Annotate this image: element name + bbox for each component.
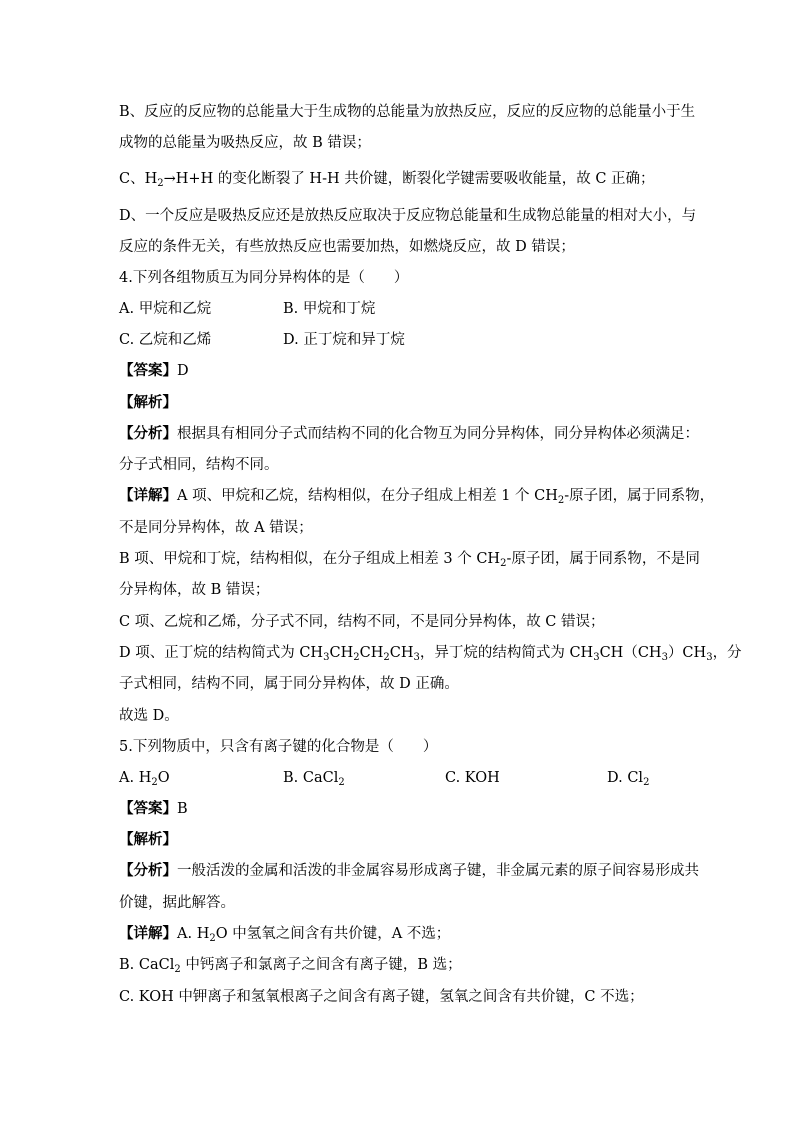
q5-detail-b-line: B. CaCl$_2$ 中钙离子和氯离子之间含有离子键，B 选； bbox=[119, 957, 462, 975]
q5-option-d: D. $Cl_2$ bbox=[607, 770, 650, 788]
explanation-c-line: C、$H_2\to H+H$ 的变化断裂了 H-H 共价键，断裂化学键需要吸收能量，故 C 正确； bbox=[119, 171, 655, 189]
q5-fenxi-line-2: 价键，据此解答。 bbox=[119, 895, 235, 911]
q4-fenxi-line-1: 【分析】根据具有相同分子式而结构不同的化合物互为同分异构体，同分异构体必须满足： bbox=[119, 425, 699, 442]
q4-detail-d-line-1: D 项、正丁烷的结构简式为 $CH_3CH_2CH_2CH_3$，异丁烷的结构简式为 $CH_3CH(CH_3)CH_3$，分 bbox=[119, 645, 742, 663]
q4-detail-b-line-1: B 项、甲烷和丁烷，结构相似，在分子组成上相差 3 个 $CH_2-$原子团，属于同系物，不是同 bbox=[119, 551, 700, 569]
q5-detail-a-line: 【详解】A. $H_2O$ 中氢氧之间含有共价键，A 不选； bbox=[119, 925, 451, 944]
explanation-b-line-1: B、反应的反应物的总能量大于生成物的总能量为放热反应，反应的反应物的总能量小于生 bbox=[119, 104, 696, 120]
q5-analysis-heading: 【解析】 bbox=[119, 831, 177, 848]
question-5-stem: 5.下列物质中，只含有离子键的化合物是（ ） bbox=[119, 739, 438, 755]
q4-option-d: D. 正丁烷和异丁烷 bbox=[283, 332, 405, 348]
q5-option-c: C. KOH bbox=[445, 770, 500, 786]
q5-detail-c-line: C. KOH 中钾离子和氢氧根离子之间含有离子键，氢氧之间含有共价键，C 不选； bbox=[119, 989, 644, 1005]
q4-detail-a-line-2: 不是同分异构体，故 A 错误； bbox=[119, 520, 313, 536]
q4-option-b: B. 甲烷和丁烷 bbox=[283, 301, 376, 317]
explanation-d-line-1: D、一个反应是吸热反应还是放热反应取决于反应物总能量和生成物总能量的相对大小，与 bbox=[119, 208, 697, 224]
q4-conclusion: 故选 D。 bbox=[119, 708, 179, 724]
q5-answer: 【答案】B bbox=[119, 800, 188, 817]
q4-detail-d-line-2: 子式相同，结构不同，属于同分异构体，故 D 正确。 bbox=[119, 676, 459, 692]
q4-analysis-heading: 【解析】 bbox=[119, 394, 177, 411]
q4-fenxi-line-2: 分子式相同，结构不同。 bbox=[119, 457, 279, 473]
q5-option-a: A. $H_2O$ bbox=[119, 770, 170, 788]
explanation-d-line-2: 反应的条件无关，有些放热反应也需要加热，如燃烧反应，故 D 错误； bbox=[119, 239, 575, 255]
q4-detail-b-line-2: 分异构体，故 B 错误； bbox=[119, 582, 270, 598]
q4-detail-c-line: C 项、乙烷和乙烯，分子式不同，结构不同，不是同分异构体，故 C 错误； bbox=[119, 614, 605, 630]
q4-option-c: C. 乙烷和乙烯 bbox=[119, 332, 212, 348]
q4-detail-a-line-1: 【详解】A 项、甲烷和乙烷，结构相似，在分子组成上相差 1 个 $CH_2-$原子团，属于同系物， bbox=[119, 487, 715, 506]
q4-option-a: A. 甲烷和乙烷 bbox=[119, 301, 212, 317]
q5-fenxi-line-1: 【分析】一般活泼的金属和活泼的非金属容易形成离子键，非金属元素的原子间容易形成共 bbox=[119, 862, 699, 879]
question-4-stem: 4.下列各组物质互为同分异构体的是（ ） bbox=[119, 270, 409, 286]
explanation-b-line-2: 成物的总能量为吸热反应，故 B 错误； bbox=[119, 135, 371, 151]
q4-answer: 【答案】D bbox=[119, 362, 189, 379]
q5-option-b: B. CaCl$_2$ bbox=[283, 770, 345, 788]
